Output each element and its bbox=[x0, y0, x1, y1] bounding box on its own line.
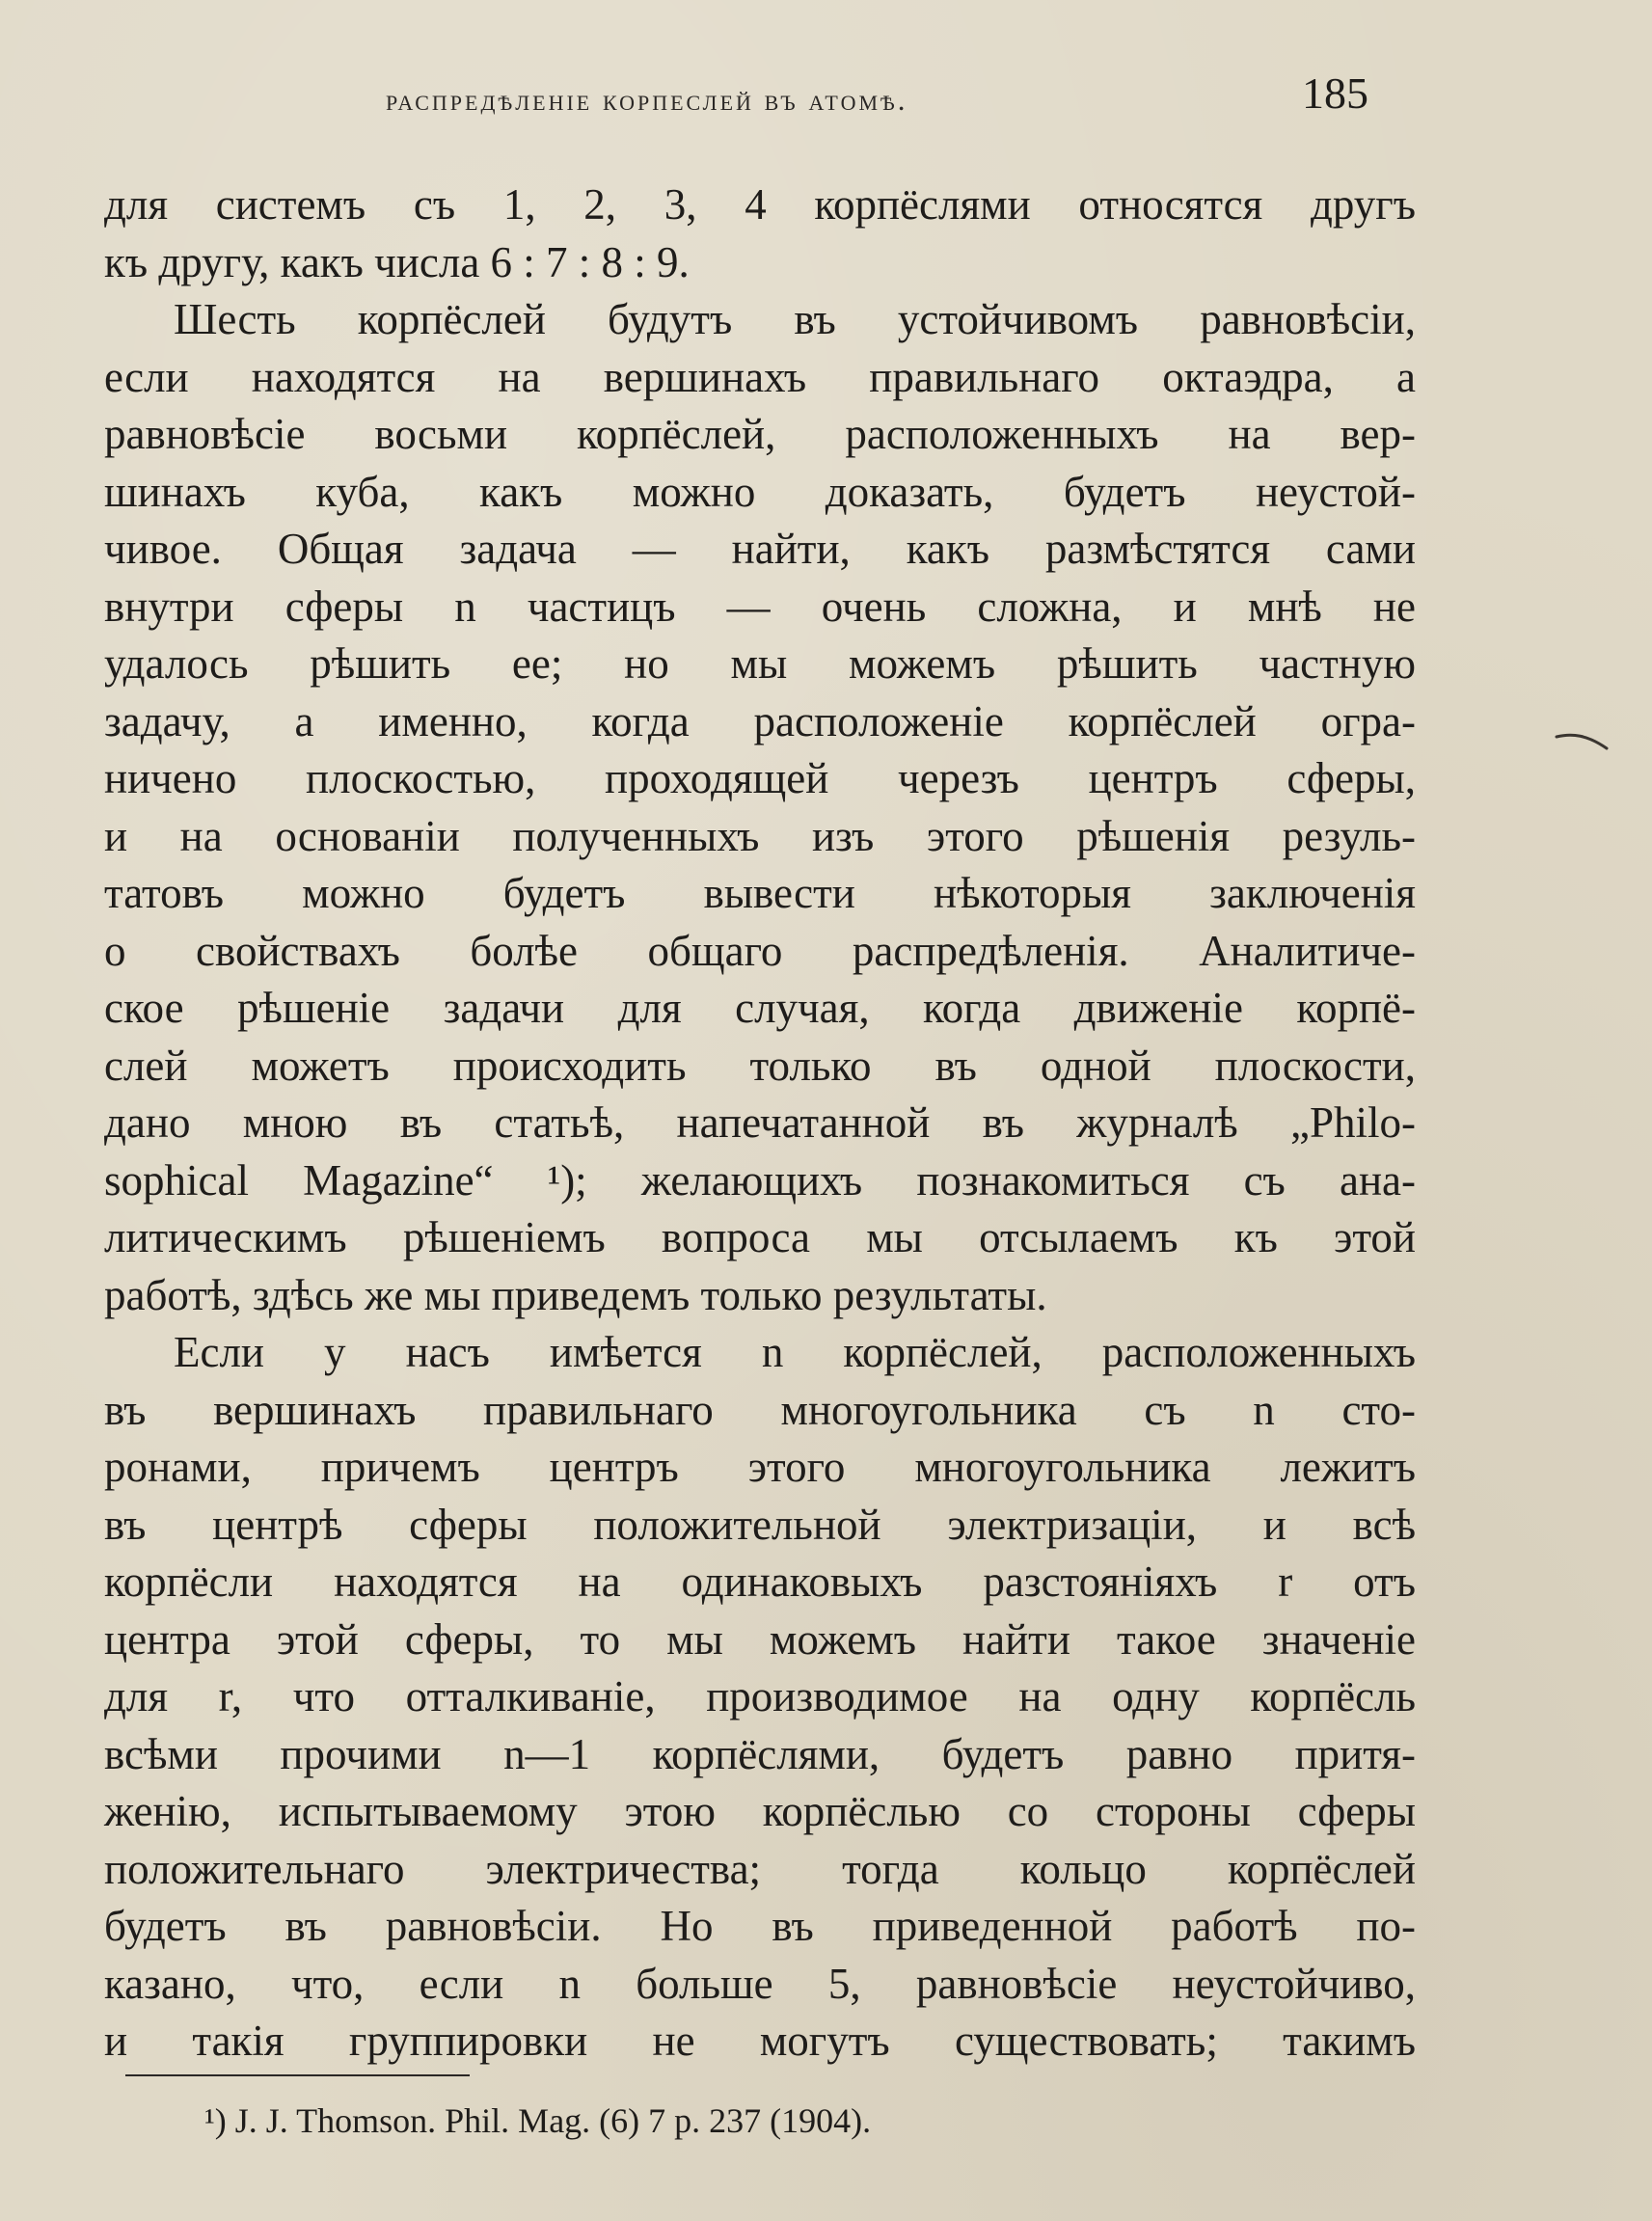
text-line: удалось рѣшить ее; но мы можемъ рѣшить частную bbox=[104, 639, 1416, 688]
text-line: корпёсли находятся на одинаковыхъ разстояніяхъ r отъ bbox=[104, 1557, 1416, 1606]
text-line: въ вершинахъ правильнаго многоугольника съ n сто- bbox=[104, 1385, 1416, 1434]
text-line: дано мною въ статьѣ, напечатанной въ журналѣ „Philo- bbox=[104, 1098, 1416, 1147]
text-line: ронами, причемъ центръ этого многоугольника лежитъ bbox=[104, 1443, 1416, 1491]
text-line: для системъ съ 1, 2, 3, 4 корпёслями относятся другъ bbox=[104, 180, 1416, 229]
text-line: Если у насъ имѣется n корпёслей, расположенныхъ bbox=[174, 1328, 1416, 1376]
text-line: ское рѣшеніе задачи для случая, когда движеніе корпё- bbox=[104, 984, 1416, 1032]
text-line: положительнаго электричества; тогда кольцо корпёслей bbox=[104, 1844, 1416, 1893]
text-line: будетъ въ равновѣсіи. Но въ приведенной работѣ по- bbox=[104, 1902, 1416, 1950]
text-line: для r, что отталкиваніе, производимое на одну корпёсль bbox=[104, 1672, 1416, 1720]
text-line: центра этой сферы, то мы можемъ найти такое значеніе bbox=[104, 1614, 1416, 1664]
text-line: слей можетъ происходить только въ одной плоскости, bbox=[104, 1041, 1416, 1090]
margin-pencil-mark bbox=[1555, 725, 1611, 754]
text-line: литическимъ рѣшеніемъ вопроса мы отсылаемъ къ этой bbox=[104, 1213, 1416, 1261]
text-line: ничено плоскостью, проходящей черезъ центръ сферы, bbox=[104, 754, 1416, 802]
text-line: если находятся на вершинахъ правильнаго октаэдра, а bbox=[104, 352, 1416, 401]
text-line: чивое. Общая задача — найти, какъ размѣстятся сами bbox=[104, 525, 1416, 573]
page-number: 185 bbox=[1302, 68, 1368, 118]
text-line: всѣми прочими n—1 корпёслями, будетъ равно притя- bbox=[104, 1729, 1416, 1778]
text-line: и на основаніи полученныхъ изъ этого рѣшенія резуль- bbox=[104, 811, 1416, 860]
text-line: sophical Magazine“ ¹); желающихъ познакомиться съ ана- bbox=[104, 1155, 1416, 1205]
text-line: Шесть корпёслей будутъ въ устойчивомъ равновѣсіи, bbox=[174, 295, 1416, 343]
text-line: къ другу, какъ числа 6 : 7 : 8 : 9. bbox=[104, 237, 690, 286]
text-line: женію, испытываемому этою корпёслью со стороны сферы bbox=[104, 1787, 1416, 1835]
text-line: въ центрѣ сферы положительной электризаціи, и всѣ bbox=[104, 1500, 1416, 1549]
body-text bbox=[104, 176, 1416, 2071]
text-line: о свойствахъ болѣе общаго распредѣленія. Аналитиче- bbox=[104, 926, 1416, 975]
text-line: задачу, а именно, когда расположеніе корпёслей огра- bbox=[104, 696, 1416, 745]
text-line: работѣ, здѣсь же мы приведемъ только результаты. bbox=[104, 1270, 1047, 1319]
text-line: татовъ можно будетъ вывести нѣкоторыя заключенія bbox=[104, 869, 1416, 917]
text-line: внутри сферы n частицъ — очень сложна, и мнѣ не bbox=[104, 582, 1416, 631]
running-title: распредѣленіе корпеслей въ атомѣ. bbox=[386, 83, 908, 117]
text-line: шинахъ куба, какъ можно доказать, будетъ неустой- bbox=[104, 467, 1416, 516]
text-line: и такія группировки не могутъ существовать; такимъ bbox=[104, 2017, 1416, 2065]
footnote: ¹) J. J. Thomson. Phil. Mag. (6) 7 p. 237 (1904). bbox=[204, 2101, 872, 2140]
footnote-divider bbox=[125, 2074, 470, 2076]
text-line: равновѣсіе восьми корпёслей, расположенныхъ на вер- bbox=[104, 410, 1416, 458]
text-line: казано, что, если n больше 5, равновѣсіе неустойчиво, bbox=[104, 1959, 1416, 2008]
